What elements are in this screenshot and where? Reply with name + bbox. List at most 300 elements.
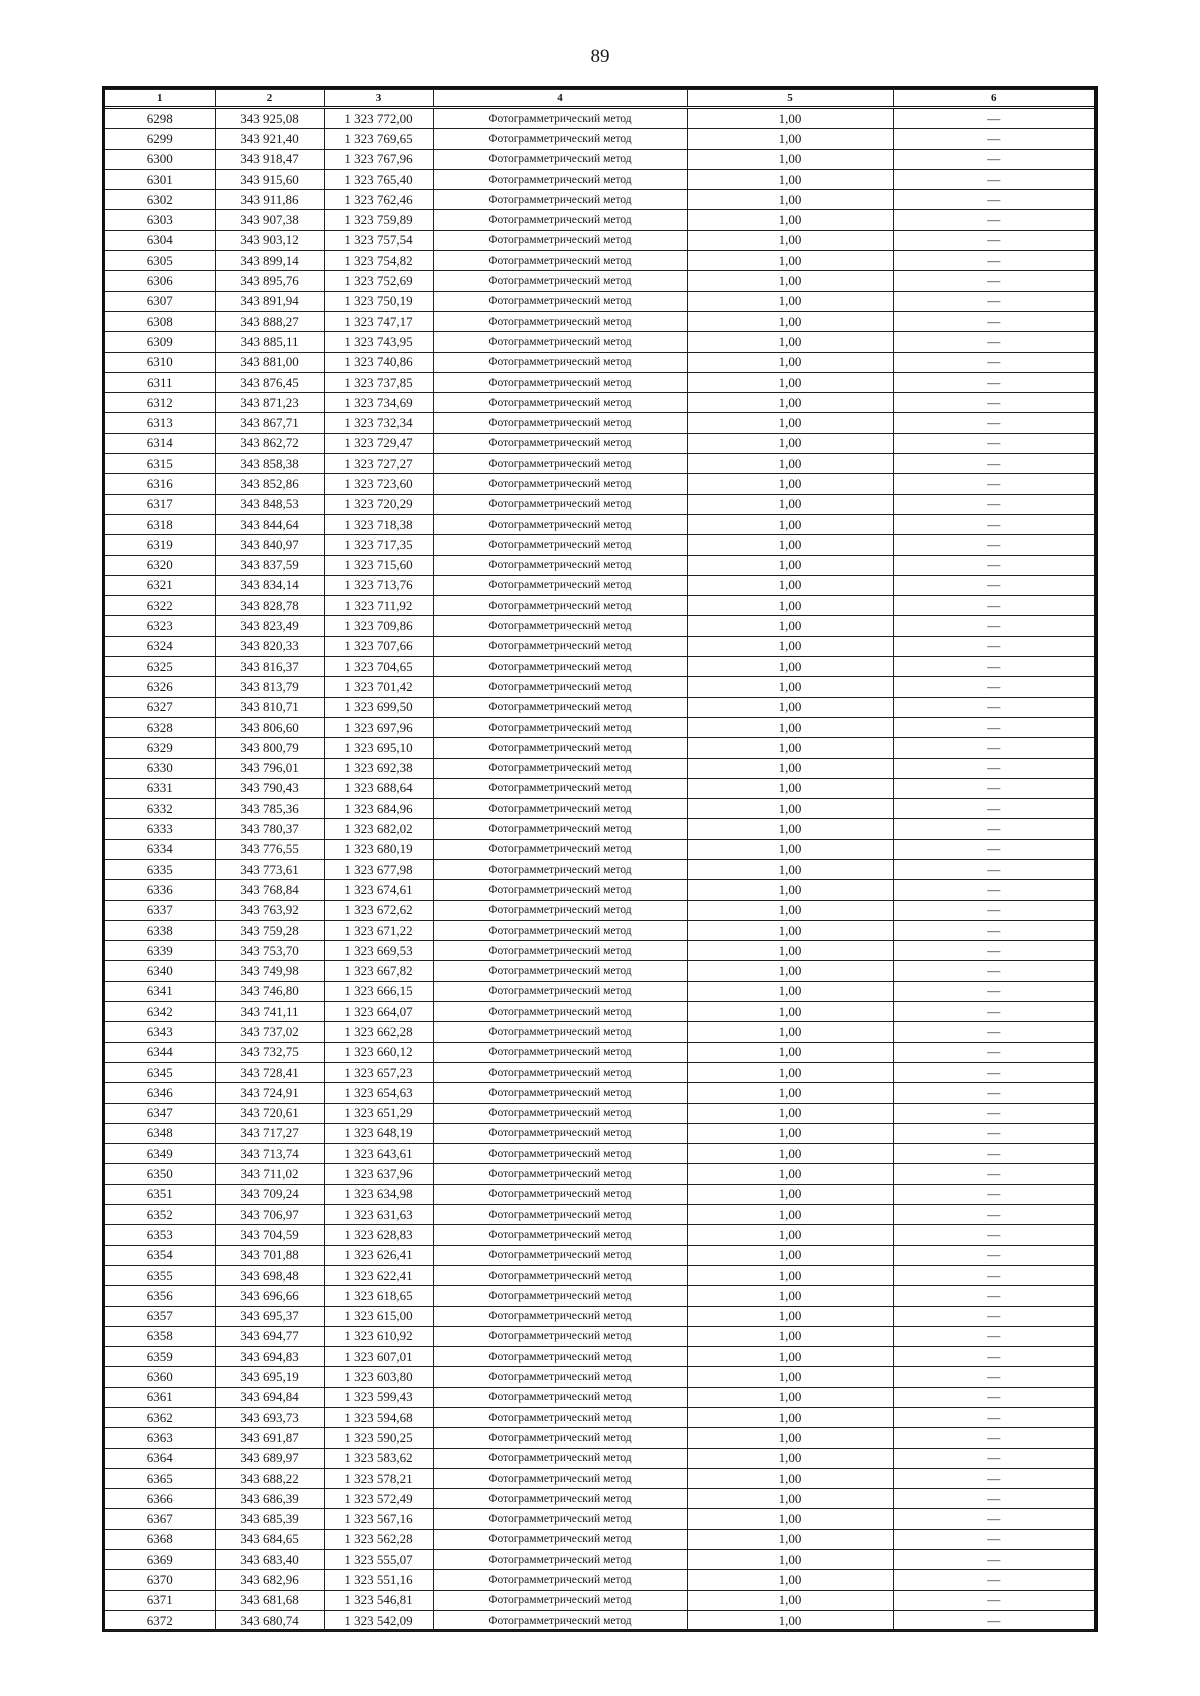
method-cell: Фотограмметрический метод xyxy=(433,251,687,271)
y-coordinate-cell: 1 323 711,92 xyxy=(324,596,433,616)
point-number-cell: 6362 xyxy=(105,1408,215,1428)
point-number-cell: 6372 xyxy=(105,1610,215,1630)
method-cell: Фотограмметрический метод xyxy=(433,900,687,920)
method-cell: Фотограмметрический метод xyxy=(433,1306,687,1326)
accuracy-cell: 1,00 xyxy=(687,839,893,859)
point-number-cell: 6312 xyxy=(105,393,215,413)
note-cell: — xyxy=(893,596,1094,616)
accuracy-cell: 1,00 xyxy=(687,555,893,575)
point-number-cell: 6326 xyxy=(105,677,215,697)
accuracy-cell: 1,00 xyxy=(687,738,893,758)
x-coordinate-cell: 343 800,79 xyxy=(215,738,324,758)
method-cell: Фотограмметрический метод xyxy=(433,311,687,331)
x-coordinate-cell: 343 848,53 xyxy=(215,494,324,514)
table-body xyxy=(105,108,1094,1631)
point-number-cell: 6367 xyxy=(105,1509,215,1529)
method-cell: Фотограмметрический метод xyxy=(433,190,687,210)
point-number-cell: 6355 xyxy=(105,1265,215,1285)
table-row xyxy=(105,332,1094,352)
note-cell: — xyxy=(893,1468,1094,1488)
table-row xyxy=(105,1306,1094,1326)
accuracy-cell: 1,00 xyxy=(687,1489,893,1509)
method-cell: Фотограмметрический метод xyxy=(433,1164,687,1184)
point-number-cell: 6360 xyxy=(105,1367,215,1387)
table-row xyxy=(105,859,1094,879)
accuracy-cell: 1,00 xyxy=(687,494,893,514)
note-cell: — xyxy=(893,1123,1094,1143)
method-cell: Фотограмметрический метод xyxy=(433,555,687,575)
accuracy-cell: 1,00 xyxy=(687,454,893,474)
x-coordinate-cell: 343 696,66 xyxy=(215,1286,324,1306)
y-coordinate-cell: 1 323 759,89 xyxy=(324,210,433,230)
column-header-3: 3 xyxy=(324,90,433,108)
x-coordinate-cell: 343 691,87 xyxy=(215,1428,324,1448)
y-coordinate-cell: 1 323 682,02 xyxy=(324,819,433,839)
accuracy-cell: 1,00 xyxy=(687,474,893,494)
point-number-cell: 6353 xyxy=(105,1225,215,1245)
table-row xyxy=(105,1022,1094,1042)
note-cell: — xyxy=(893,575,1094,595)
x-coordinate-cell: 343 862,72 xyxy=(215,433,324,453)
table-row xyxy=(105,291,1094,311)
table-row xyxy=(105,920,1094,940)
note-cell: — xyxy=(893,393,1094,413)
table-row xyxy=(105,1550,1094,1570)
accuracy-cell: 1,00 xyxy=(687,372,893,392)
table-row xyxy=(105,738,1094,758)
x-coordinate-cell: 343 852,86 xyxy=(215,474,324,494)
y-coordinate-cell: 1 323 648,19 xyxy=(324,1123,433,1143)
table-row xyxy=(105,900,1094,920)
method-cell: Фотограмметрический метод xyxy=(433,1509,687,1529)
x-coordinate-cell: 343 840,97 xyxy=(215,535,324,555)
point-number-cell: 6333 xyxy=(105,819,215,839)
y-coordinate-cell: 1 323 615,00 xyxy=(324,1306,433,1326)
x-coordinate-cell: 343 749,98 xyxy=(215,961,324,981)
y-coordinate-cell: 1 323 603,80 xyxy=(324,1367,433,1387)
y-coordinate-cell: 1 323 704,65 xyxy=(324,657,433,677)
note-cell: — xyxy=(893,1428,1094,1448)
point-number-cell: 6339 xyxy=(105,941,215,961)
point-number-cell: 6341 xyxy=(105,981,215,1001)
table-row xyxy=(105,474,1094,494)
point-number-cell: 6345 xyxy=(105,1062,215,1082)
accuracy-cell: 1,00 xyxy=(687,1428,893,1448)
note-cell: — xyxy=(893,1184,1094,1204)
table-row xyxy=(105,778,1094,798)
note-cell: — xyxy=(893,880,1094,900)
table-row xyxy=(105,697,1094,717)
y-coordinate-cell: 1 323 626,41 xyxy=(324,1245,433,1265)
y-coordinate-cell: 1 323 772,00 xyxy=(324,108,433,129)
x-coordinate-cell: 343 785,36 xyxy=(215,799,324,819)
y-coordinate-cell: 1 323 715,60 xyxy=(324,555,433,575)
point-number-cell: 6358 xyxy=(105,1326,215,1346)
x-coordinate-cell: 343 806,60 xyxy=(215,717,324,737)
note-cell: — xyxy=(893,1448,1094,1468)
accuracy-cell: 1,00 xyxy=(687,799,893,819)
note-cell: — xyxy=(893,555,1094,575)
note-cell: — xyxy=(893,1387,1094,1407)
table-row xyxy=(105,555,1094,575)
method-cell: Фотограмметрический метод xyxy=(433,1610,687,1630)
x-coordinate-cell: 343 891,94 xyxy=(215,291,324,311)
x-coordinate-cell: 343 796,01 xyxy=(215,758,324,778)
y-coordinate-cell: 1 323 590,25 xyxy=(324,1428,433,1448)
coordinates-table-frame xyxy=(102,86,1098,1632)
point-number-cell: 6337 xyxy=(105,900,215,920)
y-coordinate-cell: 1 323 660,12 xyxy=(324,1042,433,1062)
method-cell: Фотограмметрический метод xyxy=(433,1083,687,1103)
x-coordinate-cell: 343 899,14 xyxy=(215,251,324,271)
point-number-cell: 6350 xyxy=(105,1164,215,1184)
x-coordinate-cell: 343 689,97 xyxy=(215,1448,324,1468)
point-number-cell: 6315 xyxy=(105,454,215,474)
table-row xyxy=(105,311,1094,331)
x-coordinate-cell: 343 876,45 xyxy=(215,372,324,392)
point-number-cell: 6348 xyxy=(105,1123,215,1143)
accuracy-cell: 1,00 xyxy=(687,1570,893,1590)
note-cell: — xyxy=(893,271,1094,291)
method-cell: Фотограмметрический метод xyxy=(433,616,687,636)
x-coordinate-cell: 343 683,40 xyxy=(215,1550,324,1570)
accuracy-cell: 1,00 xyxy=(687,941,893,961)
y-coordinate-cell: 1 323 688,64 xyxy=(324,778,433,798)
note-cell: — xyxy=(893,799,1094,819)
method-cell: Фотограмметрический метод xyxy=(433,271,687,291)
y-coordinate-cell: 1 323 723,60 xyxy=(324,474,433,494)
table-row xyxy=(105,169,1094,189)
x-coordinate-cell: 343 680,74 xyxy=(215,1610,324,1630)
x-coordinate-cell: 343 844,64 xyxy=(215,514,324,534)
method-cell: Фотограмметрический метод xyxy=(433,1570,687,1590)
method-cell: Фотограмметрический метод xyxy=(433,332,687,352)
method-cell: Фотограмметрический метод xyxy=(433,1123,687,1143)
table-row xyxy=(105,1144,1094,1164)
x-coordinate-cell: 343 694,83 xyxy=(215,1347,324,1367)
table-row xyxy=(105,1225,1094,1245)
method-cell: Фотограмметрический метод xyxy=(433,880,687,900)
point-number-cell: 6319 xyxy=(105,535,215,555)
table-row xyxy=(105,108,1094,129)
method-cell: Фотограмметрический метод xyxy=(433,1205,687,1225)
note-cell: — xyxy=(893,1022,1094,1042)
y-coordinate-cell: 1 323 707,66 xyxy=(324,636,433,656)
method-cell: Фотограмметрический метод xyxy=(433,535,687,555)
point-number-cell: 6305 xyxy=(105,251,215,271)
point-number-cell: 6321 xyxy=(105,575,215,595)
y-coordinate-cell: 1 323 757,54 xyxy=(324,230,433,250)
note-cell: — xyxy=(893,1002,1094,1022)
accuracy-cell: 1,00 xyxy=(687,210,893,230)
method-cell: Фотограмметрический метод xyxy=(433,1103,687,1123)
note-cell: — xyxy=(893,190,1094,210)
table-row xyxy=(105,1347,1094,1367)
y-coordinate-cell: 1 323 680,19 xyxy=(324,839,433,859)
y-coordinate-cell: 1 323 622,41 xyxy=(324,1265,433,1285)
table-row xyxy=(105,1590,1094,1610)
note-cell: — xyxy=(893,535,1094,555)
y-coordinate-cell: 1 323 754,82 xyxy=(324,251,433,271)
y-coordinate-cell: 1 323 747,17 xyxy=(324,311,433,331)
x-coordinate-cell: 343 903,12 xyxy=(215,230,324,250)
y-coordinate-cell: 1 323 657,23 xyxy=(324,1062,433,1082)
y-coordinate-cell: 1 323 666,15 xyxy=(324,981,433,1001)
table-row xyxy=(105,129,1094,149)
note-cell: — xyxy=(893,1042,1094,1062)
x-coordinate-cell: 343 780,37 xyxy=(215,819,324,839)
method-cell: Фотограмметрический метод xyxy=(433,981,687,1001)
method-cell: Фотограмметрический метод xyxy=(433,657,687,677)
x-coordinate-cell: 343 711,02 xyxy=(215,1164,324,1184)
accuracy-cell: 1,00 xyxy=(687,1184,893,1204)
table-row xyxy=(105,514,1094,534)
method-cell: Фотограмметрический метод xyxy=(433,941,687,961)
x-coordinate-cell: 343 921,40 xyxy=(215,129,324,149)
method-cell: Фотограмметрический метод xyxy=(433,129,687,149)
table-row xyxy=(105,1610,1094,1630)
note-cell: — xyxy=(893,1509,1094,1529)
note-cell: — xyxy=(893,697,1094,717)
y-coordinate-cell: 1 323 551,16 xyxy=(324,1570,433,1590)
accuracy-cell: 1,00 xyxy=(687,149,893,169)
method-cell: Фотограмметрический метод xyxy=(433,596,687,616)
x-coordinate-cell: 343 768,84 xyxy=(215,880,324,900)
note-cell: — xyxy=(893,454,1094,474)
table-row xyxy=(105,149,1094,169)
note-cell: — xyxy=(893,230,1094,250)
note-cell: — xyxy=(893,1347,1094,1367)
y-coordinate-cell: 1 323 607,01 xyxy=(324,1347,433,1367)
table-row xyxy=(105,1205,1094,1225)
x-coordinate-cell: 343 741,11 xyxy=(215,1002,324,1022)
method-cell: Фотограмметрический метод xyxy=(433,1144,687,1164)
y-coordinate-cell: 1 323 695,10 xyxy=(324,738,433,758)
x-coordinate-cell: 343 776,55 xyxy=(215,839,324,859)
y-coordinate-cell: 1 323 717,35 xyxy=(324,535,433,555)
table-row xyxy=(105,1083,1094,1103)
note-cell: — xyxy=(893,1245,1094,1265)
note-cell: — xyxy=(893,758,1094,778)
method-cell: Фотограмметрический метод xyxy=(433,1225,687,1245)
point-number-cell: 6338 xyxy=(105,920,215,940)
x-coordinate-cell: 343 888,27 xyxy=(215,311,324,331)
point-number-cell: 6359 xyxy=(105,1347,215,1367)
accuracy-cell: 1,00 xyxy=(687,920,893,940)
accuracy-cell: 1,00 xyxy=(687,717,893,737)
x-coordinate-cell: 343 701,88 xyxy=(215,1245,324,1265)
table-row xyxy=(105,616,1094,636)
column-header-5: 5 xyxy=(687,90,893,108)
point-number-cell: 6352 xyxy=(105,1205,215,1225)
x-coordinate-cell: 343 713,74 xyxy=(215,1144,324,1164)
accuracy-cell: 1,00 xyxy=(687,636,893,656)
method-cell: Фотограмметрический метод xyxy=(433,1367,687,1387)
table-row xyxy=(105,1367,1094,1387)
accuracy-cell: 1,00 xyxy=(687,352,893,372)
method-cell: Фотограмметрический метод xyxy=(433,433,687,453)
accuracy-cell: 1,00 xyxy=(687,1347,893,1367)
note-cell: — xyxy=(893,514,1094,534)
table-row xyxy=(105,575,1094,595)
x-coordinate-cell: 343 871,23 xyxy=(215,393,324,413)
point-number-cell: 6331 xyxy=(105,778,215,798)
y-coordinate-cell: 1 323 594,68 xyxy=(324,1408,433,1428)
x-coordinate-cell: 343 724,91 xyxy=(215,1083,324,1103)
note-cell: — xyxy=(893,332,1094,352)
y-coordinate-cell: 1 323 697,96 xyxy=(324,717,433,737)
accuracy-cell: 1,00 xyxy=(687,251,893,271)
point-number-cell: 6301 xyxy=(105,169,215,189)
note-cell: — xyxy=(893,1286,1094,1306)
y-coordinate-cell: 1 323 672,62 xyxy=(324,900,433,920)
y-coordinate-cell: 1 323 732,34 xyxy=(324,413,433,433)
table-row xyxy=(105,1387,1094,1407)
note-cell: — xyxy=(893,1103,1094,1123)
point-number-cell: 6310 xyxy=(105,352,215,372)
accuracy-cell: 1,00 xyxy=(687,1225,893,1245)
table-row xyxy=(105,941,1094,961)
method-cell: Фотограмметрический метод xyxy=(433,859,687,879)
point-number-cell: 6298 xyxy=(105,108,215,129)
note-cell: — xyxy=(893,413,1094,433)
table-row xyxy=(105,1448,1094,1468)
x-coordinate-cell: 343 813,79 xyxy=(215,677,324,697)
x-coordinate-cell: 343 753,70 xyxy=(215,941,324,961)
table-row xyxy=(105,819,1094,839)
table-row xyxy=(105,961,1094,981)
column-header-1: 1 xyxy=(105,90,215,108)
x-coordinate-cell: 343 709,24 xyxy=(215,1184,324,1204)
method-cell: Фотограмметрический метод xyxy=(433,149,687,169)
accuracy-cell: 1,00 xyxy=(687,1550,893,1570)
y-coordinate-cell: 1 323 578,21 xyxy=(324,1468,433,1488)
accuracy-cell: 1,00 xyxy=(687,1062,893,1082)
accuracy-cell: 1,00 xyxy=(687,1042,893,1062)
note-cell: — xyxy=(893,1326,1094,1346)
point-number-cell: 6325 xyxy=(105,657,215,677)
x-coordinate-cell: 343 837,59 xyxy=(215,555,324,575)
x-coordinate-cell: 343 693,73 xyxy=(215,1408,324,1428)
accuracy-cell: 1,00 xyxy=(687,1002,893,1022)
point-number-cell: 6328 xyxy=(105,717,215,737)
note-cell: — xyxy=(893,1062,1094,1082)
point-number-cell: 6318 xyxy=(105,514,215,534)
y-coordinate-cell: 1 323 664,07 xyxy=(324,1002,433,1022)
accuracy-cell: 1,00 xyxy=(687,393,893,413)
y-coordinate-cell: 1 323 662,28 xyxy=(324,1022,433,1042)
x-coordinate-cell: 343 759,28 xyxy=(215,920,324,940)
method-cell: Фотограмметрический метод xyxy=(433,1062,687,1082)
table-row xyxy=(105,839,1094,859)
x-coordinate-cell: 343 773,61 xyxy=(215,859,324,879)
x-coordinate-cell: 343 682,96 xyxy=(215,1570,324,1590)
point-number-cell: 6369 xyxy=(105,1550,215,1570)
y-coordinate-cell: 1 323 599,43 xyxy=(324,1387,433,1407)
point-number-cell: 6363 xyxy=(105,1428,215,1448)
accuracy-cell: 1,00 xyxy=(687,1326,893,1346)
x-coordinate-cell: 343 915,60 xyxy=(215,169,324,189)
y-coordinate-cell: 1 323 767,96 xyxy=(324,149,433,169)
x-coordinate-cell: 343 828,78 xyxy=(215,596,324,616)
note-cell: — xyxy=(893,210,1094,230)
x-coordinate-cell: 343 684,65 xyxy=(215,1529,324,1549)
table-row xyxy=(105,1489,1094,1509)
accuracy-cell: 1,00 xyxy=(687,880,893,900)
table-row xyxy=(105,393,1094,413)
accuracy-cell: 1,00 xyxy=(687,981,893,1001)
table-row xyxy=(105,636,1094,656)
method-cell: Фотограмметрический метод xyxy=(433,1002,687,1022)
accuracy-cell: 1,00 xyxy=(687,1468,893,1488)
x-coordinate-cell: 343 885,11 xyxy=(215,332,324,352)
note-cell: — xyxy=(893,1265,1094,1285)
table-row xyxy=(105,1042,1094,1062)
point-number-cell: 6354 xyxy=(105,1245,215,1265)
y-coordinate-cell: 1 323 555,07 xyxy=(324,1550,433,1570)
x-coordinate-cell: 343 694,77 xyxy=(215,1326,324,1346)
x-coordinate-cell: 343 704,59 xyxy=(215,1225,324,1245)
x-coordinate-cell: 343 720,61 xyxy=(215,1103,324,1123)
x-coordinate-cell: 343 686,39 xyxy=(215,1489,324,1509)
x-coordinate-cell: 343 918,47 xyxy=(215,149,324,169)
note-cell: — xyxy=(893,1205,1094,1225)
note-cell: — xyxy=(893,1529,1094,1549)
point-number-cell: 6368 xyxy=(105,1529,215,1549)
y-coordinate-cell: 1 323 674,61 xyxy=(324,880,433,900)
table-row xyxy=(105,1184,1094,1204)
point-number-cell: 6329 xyxy=(105,738,215,758)
x-coordinate-cell: 343 810,71 xyxy=(215,697,324,717)
accuracy-cell: 1,00 xyxy=(687,616,893,636)
accuracy-cell: 1,00 xyxy=(687,1144,893,1164)
table-row xyxy=(105,1286,1094,1306)
accuracy-cell: 1,00 xyxy=(687,108,893,129)
note-cell: — xyxy=(893,291,1094,311)
table-row xyxy=(105,799,1094,819)
point-number-cell: 6343 xyxy=(105,1022,215,1042)
y-coordinate-cell: 1 323 654,63 xyxy=(324,1083,433,1103)
note-cell: — xyxy=(893,1408,1094,1428)
accuracy-cell: 1,00 xyxy=(687,1286,893,1306)
y-coordinate-cell: 1 323 628,83 xyxy=(324,1225,433,1245)
x-coordinate-cell: 343 746,80 xyxy=(215,981,324,1001)
table-row xyxy=(105,758,1094,778)
method-cell: Фотограмметрический метод xyxy=(433,1245,687,1265)
column-header-2: 2 xyxy=(215,90,324,108)
point-number-cell: 6330 xyxy=(105,758,215,778)
x-coordinate-cell: 343 881,00 xyxy=(215,352,324,372)
accuracy-cell: 1,00 xyxy=(687,859,893,879)
point-number-cell: 6327 xyxy=(105,697,215,717)
table-row xyxy=(105,1245,1094,1265)
table-row xyxy=(105,372,1094,392)
point-number-cell: 6335 xyxy=(105,859,215,879)
accuracy-cell: 1,00 xyxy=(687,657,893,677)
method-cell: Фотограмметрический метод xyxy=(433,738,687,758)
point-number-cell: 6316 xyxy=(105,474,215,494)
accuracy-cell: 1,00 xyxy=(687,1306,893,1326)
note-cell: — xyxy=(893,961,1094,981)
point-number-cell: 6300 xyxy=(105,149,215,169)
y-coordinate-cell: 1 323 713,76 xyxy=(324,575,433,595)
note-cell: — xyxy=(893,494,1094,514)
accuracy-cell: 1,00 xyxy=(687,535,893,555)
note-cell: — xyxy=(893,1550,1094,1570)
accuracy-cell: 1,00 xyxy=(687,1123,893,1143)
table-row xyxy=(105,271,1094,291)
x-coordinate-cell: 343 695,19 xyxy=(215,1367,324,1387)
